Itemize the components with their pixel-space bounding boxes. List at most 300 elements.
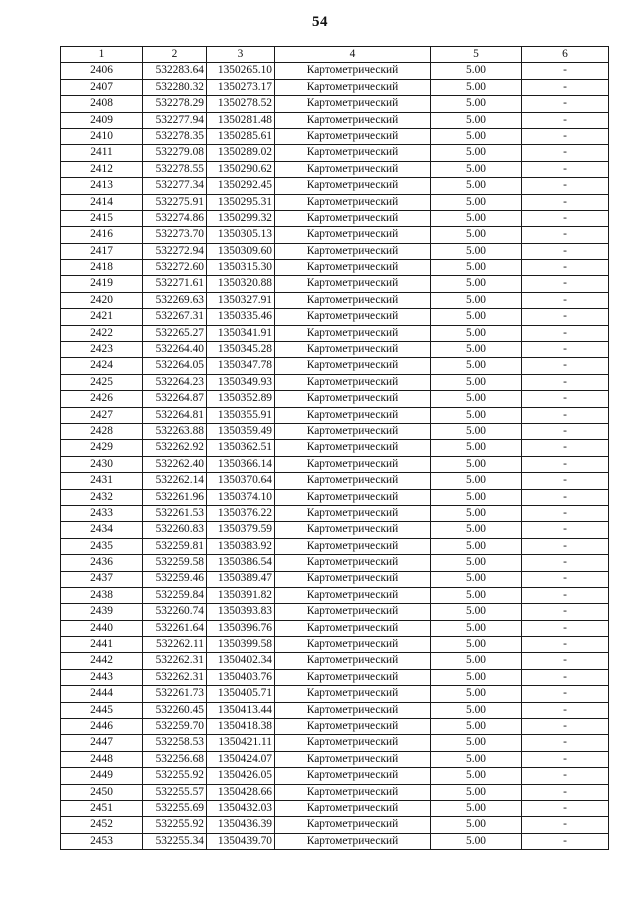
x-coordinate-cell: 532279.08 xyxy=(143,145,207,161)
x-coordinate-cell: 532261.73 xyxy=(143,686,207,702)
y-coordinate-cell: 1350315.30 xyxy=(207,260,275,276)
method-cell: Картометрический xyxy=(275,702,431,718)
method-cell: Картометрический xyxy=(275,178,431,194)
table-row xyxy=(61,751,609,767)
column-header: 6 xyxy=(522,47,609,63)
x-coordinate-cell: 532262.31 xyxy=(143,669,207,685)
method-cell: Картометрический xyxy=(275,161,431,177)
note-cell: - xyxy=(522,96,609,112)
accuracy-cell: 5.00 xyxy=(431,637,522,653)
point-number-cell: 2449 xyxy=(61,768,143,784)
note-cell: - xyxy=(522,194,609,210)
note-cell: - xyxy=(522,587,609,603)
y-coordinate-cell: 1350292.45 xyxy=(207,178,275,194)
table-row xyxy=(61,555,609,571)
method-cell: Картометрический xyxy=(275,751,431,767)
table-row xyxy=(61,178,609,194)
x-coordinate-cell: 532255.92 xyxy=(143,817,207,833)
table-row xyxy=(61,79,609,95)
point-number-cell: 2414 xyxy=(61,194,143,210)
method-cell: Картометрический xyxy=(275,227,431,243)
point-number-cell: 2411 xyxy=(61,145,143,161)
column-header: 4 xyxy=(275,47,431,63)
x-coordinate-cell: 532269.63 xyxy=(143,292,207,308)
note-cell: - xyxy=(522,817,609,833)
x-coordinate-cell: 532259.46 xyxy=(143,571,207,587)
table-row xyxy=(61,473,609,489)
accuracy-cell: 5.00 xyxy=(431,587,522,603)
note-cell: - xyxy=(522,768,609,784)
table-row xyxy=(61,817,609,833)
accuracy-cell: 5.00 xyxy=(431,456,522,472)
note-cell: - xyxy=(522,604,609,620)
note-cell: - xyxy=(522,260,609,276)
x-coordinate-cell: 532260.83 xyxy=(143,522,207,538)
note-cell: - xyxy=(522,505,609,521)
note-cell: - xyxy=(522,456,609,472)
method-cell: Картометрический xyxy=(275,784,431,800)
note-cell: - xyxy=(522,637,609,653)
method-cell: Картометрический xyxy=(275,374,431,390)
note-cell: - xyxy=(522,358,609,374)
point-number-cell: 2433 xyxy=(61,505,143,521)
point-number-cell: 2424 xyxy=(61,358,143,374)
x-coordinate-cell: 532261.64 xyxy=(143,620,207,636)
accuracy-cell: 5.00 xyxy=(431,702,522,718)
method-cell: Картометрический xyxy=(275,522,431,538)
note-cell: - xyxy=(522,128,609,144)
table-row xyxy=(61,456,609,472)
y-coordinate-cell: 1350418.38 xyxy=(207,719,275,735)
y-coordinate-cell: 1350299.32 xyxy=(207,210,275,226)
method-cell: Картометрический xyxy=(275,538,431,554)
accuracy-cell: 5.00 xyxy=(431,751,522,767)
method-cell: Картометрический xyxy=(275,669,431,685)
table-row xyxy=(61,374,609,390)
x-coordinate-cell: 532259.70 xyxy=(143,719,207,735)
point-number-cell: 2443 xyxy=(61,669,143,685)
accuracy-cell: 5.00 xyxy=(431,145,522,161)
table-row xyxy=(61,325,609,341)
method-cell: Картометрический xyxy=(275,96,431,112)
point-number-cell: 2446 xyxy=(61,719,143,735)
method-cell: Картометрический xyxy=(275,423,431,439)
accuracy-cell: 5.00 xyxy=(431,440,522,456)
note-cell: - xyxy=(522,489,609,505)
note-cell: - xyxy=(522,702,609,718)
point-number-cell: 2451 xyxy=(61,800,143,816)
accuracy-cell: 5.00 xyxy=(431,620,522,636)
point-number-cell: 2420 xyxy=(61,292,143,308)
table-row xyxy=(61,653,609,669)
table-row xyxy=(61,292,609,308)
x-coordinate-cell: 532278.35 xyxy=(143,128,207,144)
point-number-cell: 2442 xyxy=(61,653,143,669)
method-cell: Картометрический xyxy=(275,276,431,292)
x-coordinate-cell: 532283.64 xyxy=(143,63,207,79)
point-number-cell: 2440 xyxy=(61,620,143,636)
method-cell: Картометрический xyxy=(275,587,431,603)
x-coordinate-cell: 532274.86 xyxy=(143,210,207,226)
accuracy-cell: 5.00 xyxy=(431,292,522,308)
x-coordinate-cell: 532262.31 xyxy=(143,653,207,669)
table-row xyxy=(61,96,609,112)
accuracy-cell: 5.00 xyxy=(431,800,522,816)
accuracy-cell: 5.00 xyxy=(431,96,522,112)
y-coordinate-cell: 1350289.02 xyxy=(207,145,275,161)
x-coordinate-cell: 532277.34 xyxy=(143,178,207,194)
y-coordinate-cell: 1350309.60 xyxy=(207,243,275,259)
accuracy-cell: 5.00 xyxy=(431,653,522,669)
accuracy-cell: 5.00 xyxy=(431,128,522,144)
table-row xyxy=(61,571,609,587)
accuracy-cell: 5.00 xyxy=(431,784,522,800)
x-coordinate-cell: 532256.68 xyxy=(143,751,207,767)
accuracy-cell: 5.00 xyxy=(431,210,522,226)
y-coordinate-cell: 1350393.83 xyxy=(207,604,275,620)
table-row xyxy=(61,227,609,243)
point-number-cell: 2407 xyxy=(61,79,143,95)
accuracy-cell: 5.00 xyxy=(431,423,522,439)
note-cell: - xyxy=(522,833,609,849)
y-coordinate-cell: 1350290.62 xyxy=(207,161,275,177)
point-number-cell: 2453 xyxy=(61,833,143,849)
point-number-cell: 2441 xyxy=(61,637,143,653)
note-cell: - xyxy=(522,719,609,735)
x-coordinate-cell: 532267.31 xyxy=(143,309,207,325)
note-cell: - xyxy=(522,686,609,702)
x-coordinate-cell: 532264.81 xyxy=(143,407,207,423)
y-coordinate-cell: 1350281.48 xyxy=(207,112,275,128)
x-coordinate-cell: 532277.94 xyxy=(143,112,207,128)
y-coordinate-cell: 1350399.58 xyxy=(207,637,275,653)
y-coordinate-cell: 1350305.13 xyxy=(207,227,275,243)
method-cell: Картометрический xyxy=(275,604,431,620)
x-coordinate-cell: 532264.05 xyxy=(143,358,207,374)
note-cell: - xyxy=(522,391,609,407)
y-coordinate-cell: 1350424.07 xyxy=(207,751,275,767)
point-number-cell: 2415 xyxy=(61,210,143,226)
table-row xyxy=(61,210,609,226)
table-row xyxy=(61,735,609,751)
accuracy-cell: 5.00 xyxy=(431,112,522,128)
point-number-cell: 2450 xyxy=(61,784,143,800)
x-coordinate-cell: 532264.87 xyxy=(143,391,207,407)
table-row xyxy=(61,702,609,718)
y-coordinate-cell: 1350359.49 xyxy=(207,423,275,439)
x-coordinate-cell: 532258.53 xyxy=(143,735,207,751)
note-cell: - xyxy=(522,292,609,308)
point-number-cell: 2436 xyxy=(61,555,143,571)
x-coordinate-cell: 532275.91 xyxy=(143,194,207,210)
column-header: 3 xyxy=(207,47,275,63)
table-row xyxy=(61,276,609,292)
point-number-cell: 2417 xyxy=(61,243,143,259)
accuracy-cell: 5.00 xyxy=(431,833,522,849)
table-row xyxy=(61,768,609,784)
method-cell: Картометрический xyxy=(275,686,431,702)
table-row xyxy=(61,686,609,702)
column-header: 2 xyxy=(143,47,207,63)
y-coordinate-cell: 1350436.39 xyxy=(207,817,275,833)
point-number-cell: 2418 xyxy=(61,260,143,276)
table-row xyxy=(61,423,609,439)
accuracy-cell: 5.00 xyxy=(431,817,522,833)
coordinates-table xyxy=(60,46,609,850)
point-number-cell: 2412 xyxy=(61,161,143,177)
y-coordinate-cell: 1350347.78 xyxy=(207,358,275,374)
method-cell: Картометрический xyxy=(275,79,431,95)
method-cell: Картометрический xyxy=(275,325,431,341)
table-row xyxy=(61,784,609,800)
method-cell: Картометрический xyxy=(275,800,431,816)
note-cell: - xyxy=(522,112,609,128)
accuracy-cell: 5.00 xyxy=(431,325,522,341)
y-coordinate-cell: 1350320.88 xyxy=(207,276,275,292)
table-body xyxy=(61,63,609,850)
method-cell: Картометрический xyxy=(275,637,431,653)
method-cell: Картометрический xyxy=(275,309,431,325)
method-cell: Картометрический xyxy=(275,473,431,489)
table-row xyxy=(61,112,609,128)
x-coordinate-cell: 532278.29 xyxy=(143,96,207,112)
x-coordinate-cell: 532262.14 xyxy=(143,473,207,489)
y-coordinate-cell: 1350405.71 xyxy=(207,686,275,702)
method-cell: Картометрический xyxy=(275,260,431,276)
accuracy-cell: 5.00 xyxy=(431,571,522,587)
note-cell: - xyxy=(522,538,609,554)
x-coordinate-cell: 532272.94 xyxy=(143,243,207,259)
table-row xyxy=(61,833,609,849)
table-row xyxy=(61,260,609,276)
table-row xyxy=(61,309,609,325)
table-row xyxy=(61,391,609,407)
accuracy-cell: 5.00 xyxy=(431,243,522,259)
table-row xyxy=(61,440,609,456)
y-coordinate-cell: 1350389.47 xyxy=(207,571,275,587)
x-coordinate-cell: 532261.96 xyxy=(143,489,207,505)
method-cell: Картометрический xyxy=(275,63,431,79)
y-coordinate-cell: 1350376.22 xyxy=(207,505,275,521)
table-row xyxy=(61,637,609,653)
y-coordinate-cell: 1350295.31 xyxy=(207,194,275,210)
point-number-cell: 2435 xyxy=(61,538,143,554)
note-cell: - xyxy=(522,784,609,800)
method-cell: Картометрический xyxy=(275,210,431,226)
x-coordinate-cell: 532262.40 xyxy=(143,456,207,472)
y-coordinate-cell: 1350374.10 xyxy=(207,489,275,505)
point-number-cell: 2437 xyxy=(61,571,143,587)
method-cell: Картометрический xyxy=(275,653,431,669)
y-coordinate-cell: 1350366.14 xyxy=(207,456,275,472)
method-cell: Картометрический xyxy=(275,440,431,456)
accuracy-cell: 5.00 xyxy=(431,669,522,685)
table-row xyxy=(61,587,609,603)
point-number-cell: 2416 xyxy=(61,227,143,243)
table-row xyxy=(61,407,609,423)
table-row xyxy=(61,522,609,538)
note-cell: - xyxy=(522,555,609,571)
accuracy-cell: 5.00 xyxy=(431,473,522,489)
y-coordinate-cell: 1350345.28 xyxy=(207,342,275,358)
method-cell: Картометрический xyxy=(275,112,431,128)
accuracy-cell: 5.00 xyxy=(431,407,522,423)
accuracy-cell: 5.00 xyxy=(431,538,522,554)
table-row xyxy=(61,63,609,79)
x-coordinate-cell: 532260.45 xyxy=(143,702,207,718)
note-cell: - xyxy=(522,227,609,243)
method-cell: Картометрический xyxy=(275,489,431,505)
accuracy-cell: 5.00 xyxy=(431,522,522,538)
table-row xyxy=(61,800,609,816)
point-number-cell: 2447 xyxy=(61,735,143,751)
note-cell: - xyxy=(522,276,609,292)
table-row xyxy=(61,604,609,620)
table-row xyxy=(61,505,609,521)
method-cell: Картометрический xyxy=(275,407,431,423)
note-cell: - xyxy=(522,653,609,669)
note-cell: - xyxy=(522,325,609,341)
y-coordinate-cell: 1350426.05 xyxy=(207,768,275,784)
note-cell: - xyxy=(522,620,609,636)
point-number-cell: 2434 xyxy=(61,522,143,538)
y-coordinate-cell: 1350327.91 xyxy=(207,292,275,308)
accuracy-cell: 5.00 xyxy=(431,735,522,751)
table-row xyxy=(61,358,609,374)
method-cell: Картометрический xyxy=(275,456,431,472)
y-coordinate-cell: 1350285.61 xyxy=(207,128,275,144)
method-cell: Картометрический xyxy=(275,194,431,210)
accuracy-cell: 5.00 xyxy=(431,768,522,784)
note-cell: - xyxy=(522,571,609,587)
note-cell: - xyxy=(522,669,609,685)
table-row xyxy=(61,342,609,358)
y-coordinate-cell: 1350379.59 xyxy=(207,522,275,538)
note-cell: - xyxy=(522,178,609,194)
y-coordinate-cell: 1350265.10 xyxy=(207,63,275,79)
accuracy-cell: 5.00 xyxy=(431,505,522,521)
note-cell: - xyxy=(522,751,609,767)
method-cell: Картометрический xyxy=(275,571,431,587)
accuracy-cell: 5.00 xyxy=(431,391,522,407)
note-cell: - xyxy=(522,423,609,439)
x-coordinate-cell: 532265.27 xyxy=(143,325,207,341)
point-number-cell: 2410 xyxy=(61,128,143,144)
y-coordinate-cell: 1350402.34 xyxy=(207,653,275,669)
method-cell: Картометрический xyxy=(275,833,431,849)
y-coordinate-cell: 1350362.51 xyxy=(207,440,275,456)
y-coordinate-cell: 1350421.11 xyxy=(207,735,275,751)
method-cell: Картометрический xyxy=(275,342,431,358)
method-cell: Картометрический xyxy=(275,128,431,144)
x-coordinate-cell: 532259.58 xyxy=(143,555,207,571)
note-cell: - xyxy=(522,342,609,358)
page-number: 54 xyxy=(312,14,328,30)
y-coordinate-cell: 1350335.46 xyxy=(207,309,275,325)
accuracy-cell: 5.00 xyxy=(431,686,522,702)
x-coordinate-cell: 532255.34 xyxy=(143,833,207,849)
x-coordinate-cell: 532255.57 xyxy=(143,784,207,800)
y-coordinate-cell: 1350403.76 xyxy=(207,669,275,685)
point-number-cell: 2419 xyxy=(61,276,143,292)
point-number-cell: 2413 xyxy=(61,178,143,194)
y-coordinate-cell: 1350355.91 xyxy=(207,407,275,423)
y-coordinate-cell: 1350273.17 xyxy=(207,79,275,95)
point-number-cell: 2438 xyxy=(61,587,143,603)
point-number-cell: 2406 xyxy=(61,63,143,79)
accuracy-cell: 5.00 xyxy=(431,374,522,390)
y-coordinate-cell: 1350432.03 xyxy=(207,800,275,816)
method-cell: Картометрический xyxy=(275,620,431,636)
point-number-cell: 2421 xyxy=(61,309,143,325)
table-row xyxy=(61,243,609,259)
note-cell: - xyxy=(522,309,609,325)
table-row xyxy=(61,128,609,144)
point-number-cell: 2422 xyxy=(61,325,143,341)
y-coordinate-cell: 1350428.66 xyxy=(207,784,275,800)
accuracy-cell: 5.00 xyxy=(431,342,522,358)
accuracy-cell: 5.00 xyxy=(431,79,522,95)
point-number-cell: 2444 xyxy=(61,686,143,702)
accuracy-cell: 5.00 xyxy=(431,719,522,735)
method-cell: Картометрический xyxy=(275,817,431,833)
accuracy-cell: 5.00 xyxy=(431,276,522,292)
point-number-cell: 2428 xyxy=(61,423,143,439)
note-cell: - xyxy=(522,161,609,177)
method-cell: Картометрический xyxy=(275,768,431,784)
x-coordinate-cell: 532255.69 xyxy=(143,800,207,816)
method-cell: Картометрический xyxy=(275,243,431,259)
point-number-cell: 2445 xyxy=(61,702,143,718)
column-header: 1 xyxy=(61,47,143,63)
accuracy-cell: 5.00 xyxy=(431,358,522,374)
point-number-cell: 2452 xyxy=(61,817,143,833)
note-cell: - xyxy=(522,407,609,423)
y-coordinate-cell: 1350396.76 xyxy=(207,620,275,636)
method-cell: Картометрический xyxy=(275,505,431,521)
x-coordinate-cell: 532264.23 xyxy=(143,374,207,390)
note-cell: - xyxy=(522,440,609,456)
table-row xyxy=(61,194,609,210)
method-cell: Картометрический xyxy=(275,735,431,751)
y-coordinate-cell: 1350391.82 xyxy=(207,587,275,603)
point-number-cell: 2439 xyxy=(61,604,143,620)
table-row xyxy=(61,145,609,161)
x-coordinate-cell: 532272.60 xyxy=(143,260,207,276)
method-cell: Картометрический xyxy=(275,391,431,407)
point-number-cell: 2426 xyxy=(61,391,143,407)
accuracy-cell: 5.00 xyxy=(431,260,522,276)
accuracy-cell: 5.00 xyxy=(431,178,522,194)
x-coordinate-cell: 532259.84 xyxy=(143,587,207,603)
point-number-cell: 2425 xyxy=(61,374,143,390)
x-coordinate-cell: 532273.70 xyxy=(143,227,207,243)
note-cell: - xyxy=(522,79,609,95)
y-coordinate-cell: 1350413.44 xyxy=(207,702,275,718)
point-number-cell: 2430 xyxy=(61,456,143,472)
y-coordinate-cell: 1350383.92 xyxy=(207,538,275,554)
point-number-cell: 2429 xyxy=(61,440,143,456)
note-cell: - xyxy=(522,145,609,161)
point-number-cell: 2423 xyxy=(61,342,143,358)
x-coordinate-cell: 532263.88 xyxy=(143,423,207,439)
method-cell: Картометрический xyxy=(275,145,431,161)
x-coordinate-cell: 532262.11 xyxy=(143,637,207,653)
x-coordinate-cell: 532278.55 xyxy=(143,161,207,177)
table-row xyxy=(61,719,609,735)
point-number-cell: 2448 xyxy=(61,751,143,767)
point-number-cell: 2409 xyxy=(61,112,143,128)
